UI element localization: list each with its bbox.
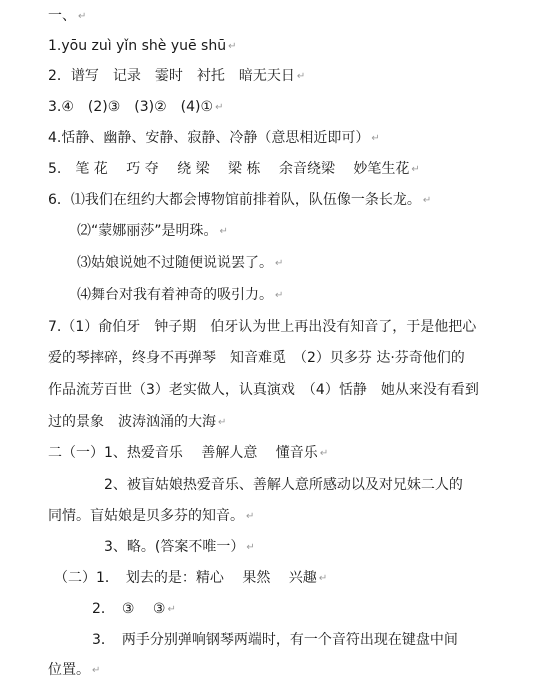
paragraph-mark-icon: ↵ [318,573,328,584]
answer-5-words: 5. 笔 花 巧 夺 绕 梁 梁 栋 余音绕梁 妙笔生花 ↵ [48,161,420,177]
paragraph-mark-icon: ↵ [218,417,227,428]
answer-3-choices: 3.④ (2)③ (3)② (4)① ↵ [48,99,224,115]
paragraph-mark-icon: ↵ [78,11,87,22]
answer-6-1: 6．⑴我们在纽约大都会博物馆前排着队，队伍像一条长龙。 ↵ [48,192,432,208]
paragraph-mark-icon: ↵ [92,665,101,676]
answer-4-synonyms: 4.恬静、幽静、安静、寂静、冷静（意思相近即可） ↵ [48,130,380,146]
section-two-part-1-answer-2-line-2: 同情。盲姑娘是贝多芬的知音。 ↵ [48,508,255,524]
paragraph-mark-icon: ↵ [228,41,237,52]
answer-7-line-1: 7.（1）俞伯牙 钟子期 伯牙认为世上再出没有知音了，于是他把心 [48,319,477,335]
answer-7-line-4: 过的景象 波涛汹涌的大海 ↵ [48,414,227,430]
section-two-part-1-answer-3: 3、略。(答案不唯一） ↵ [104,539,255,555]
section-two-part-1-answer-1: 二（一）1、热爱音乐 善解人意 懂音乐 ↵ [48,445,329,461]
paragraph-mark-icon: ↵ [296,71,306,82]
section-two-part-2-answer-2: 2． ③ ③ ↵ [92,601,176,617]
section-two-part-2-answer-3-line-1: 3． 两手分别弹响钢琴两端时，有一个音符出现在键盘中间 [92,632,458,648]
paragraph-mark-icon: ↵ [275,290,284,301]
section-two-part-1-answer-2-line-1: 2、被盲姑娘热爱音乐、善解人意所感动以及对兄妹二人的 [104,477,463,493]
answer-7-line-3: 作品流芳百世（3）老实做人，认真演戏 （4）恬静 她从来没有看到 [48,382,479,398]
answer-1-pinyin: 1.yōu zuì yǐn shè yuē shū ↵ [48,38,237,54]
paragraph-mark-icon: ↵ [219,226,228,237]
paragraph-mark-icon: ↵ [246,511,255,522]
section-one-heading: 一、 ↵ [48,8,87,24]
answer-6-4: ⑷舞台对我有着神奇的吸引力。 ↵ [77,287,284,303]
paragraph-mark-icon: ↵ [319,448,329,459]
answer-2-words: 2．谱写 记录 霎时 衬托 暗无天日 ↵ [48,68,306,84]
answer-7-line-2: 爱的琴摔碎，终身不再弹琴 知音难觅 （2）贝多芬 达·芬奇他们的 [48,350,465,366]
paragraph-mark-icon: ↵ [167,604,176,615]
answer-6-2: ⑵“蒙娜丽莎”是明珠。 ↵ [77,223,228,239]
answer-6-3: ⑶姑娘说她不过随便说说罢了。 ↵ [77,255,284,271]
paragraph-mark-icon: ↵ [275,258,284,269]
paragraph-mark-icon: ↵ [371,133,380,144]
section-two-part-2-answer-3-line-2: 位置。 ↵ [48,662,101,678]
section-two-part-2-answer-1: （二）1． 划去的是：精心 果然 兴趣 ↵ [54,570,328,586]
paragraph-mark-icon: ↵ [215,102,224,113]
paragraph-mark-icon: ↵ [422,195,432,206]
paragraph-mark-icon: ↵ [411,164,420,175]
paragraph-mark-icon: ↵ [246,542,255,553]
